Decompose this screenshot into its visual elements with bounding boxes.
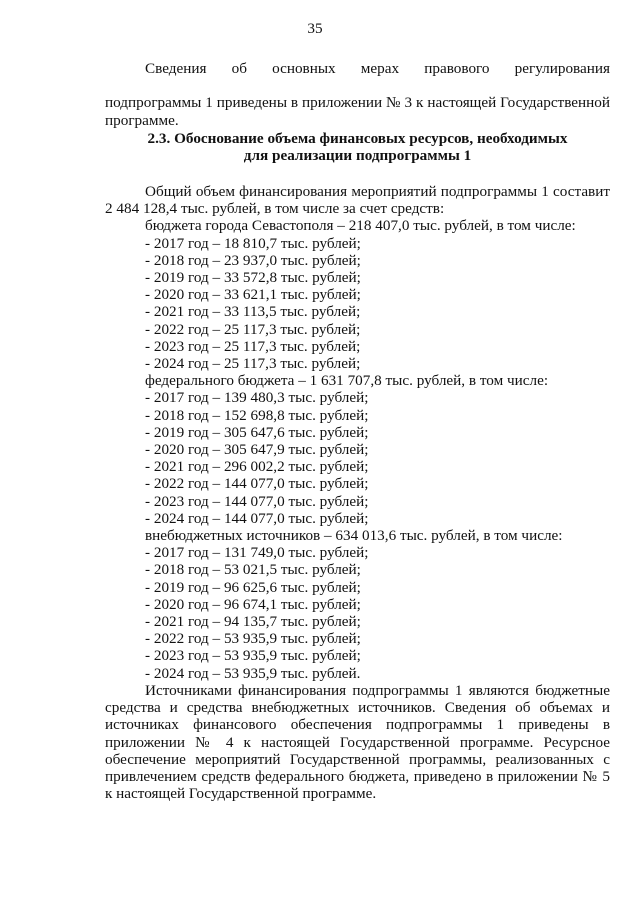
group-header-federal-budget: федерального бюджета – 1 631 707,8 тыс. рублей, в том числе:: [145, 372, 549, 390]
intro-rest: подпрограммы 1 приведены в приложении № 3 к настоящей Государственной программе.: [105, 94, 610, 129]
list-item: - 2021 год – 296 002,2 тыс. рублей;: [145, 458, 369, 476]
list-item: - 2017 год – 131 749,0 тыс. рублей;: [145, 544, 369, 562]
group-header-city-budget: бюджета города Севастополя – 218 407,0 тыс. рублей, в том числе:: [145, 217, 576, 235]
financing-section: [105, 183, 610, 802]
section-heading-line-2: для реализации подпрограммы 1: [243, 147, 472, 165]
list-item: - 2023 год – 25 117,3 тыс. рублей;: [145, 337, 361, 355]
list-item: - 2024 год – 25 117,3 тыс. рублей;: [145, 355, 361, 373]
list-item: - 2022 год – 53 935,9 тыс. рублей;: [145, 630, 361, 648]
intro-line-1: Сведения об основных мерах правового регулирования: [145, 60, 610, 77]
list-item: - 2022 год – 25 117,3 тыс. рублей;: [145, 320, 361, 338]
list-item: - 2019 год – 305 647,6 тыс. рублей;: [145, 423, 369, 441]
list-item: - 2020 год – 33 621,1 тыс. рублей;: [145, 286, 361, 304]
list-item: - 2017 год – 139 480,3 тыс. рублей;: [145, 389, 369, 407]
total-financing-paragraph: Общий объем финансирования мероприятий подпрограммы 1 составит 2 484 128,4 тыс. рублей, в том числе за счет средств:: [105, 183, 610, 218]
page-number: 35: [307, 20, 323, 37]
list-item: - 2018 год – 53 021,5 тыс. рублей;: [145, 561, 361, 579]
list-item: - 2020 год – 305 647,9 тыс. рублей;: [145, 441, 369, 459]
intro-paragraph: [105, 60, 610, 129]
list-item: - 2020 год – 96 674,1 тыс. рублей;: [145, 595, 361, 613]
list-item: - 2022 год – 144 077,0 тыс. рублей;: [145, 475, 369, 493]
group-header-extrabudgetary: внебюджетных источников – 634 013,6 тыс. рублей, в том числе:: [145, 527, 563, 545]
list-item: - 2021 год – 33 113,5 тыс. рублей;: [145, 303, 361, 321]
list-item: - 2024 год – 53 935,9 тыс. рублей.: [145, 664, 361, 682]
list-item: - 2017 год – 18 810,7 тыс. рублей;: [145, 234, 361, 252]
list-item: - 2019 год – 33 572,8 тыс. рублей;: [145, 269, 361, 287]
list-item: - 2023 год – 144 077,0 тыс. рублей;: [145, 492, 369, 510]
section-heading: [105, 130, 610, 164]
section-heading-line-1: 2.3. Обоснование объема финансовых ресурсов, необходимых: [147, 130, 568, 147]
list-item: - 2018 год – 23 937,0 тыс. рублей;: [145, 251, 361, 269]
list-item: - 2023 год – 53 935,9 тыс. рублей;: [145, 647, 361, 665]
sources-paragraph: Источниками финансирования подпрограммы 1 являются бюджетные средства и средства внебюджетных источников. Сведения об объемах и источниках финансового обеспечения подпрограммы 1 приведены в приложении № 4 к настоящей Государственной программе. Ресурсное обеспечение мероприятий Государственной программы, реализованных с привлечением средств федерального бюджета, приведено в приложении № 5 к настоящей Государственной программе.: [105, 681, 610, 803]
list-item: - 2018 год – 152 698,8 тыс. рублей;: [145, 406, 369, 424]
list-item: - 2024 год – 144 077,0 тыс. рублей;: [145, 509, 369, 527]
list-item: - 2019 год – 96 625,6 тыс. рублей;: [145, 578, 361, 596]
list-item: - 2021 год – 94 135,7 тыс. рублей;: [145, 613, 361, 631]
